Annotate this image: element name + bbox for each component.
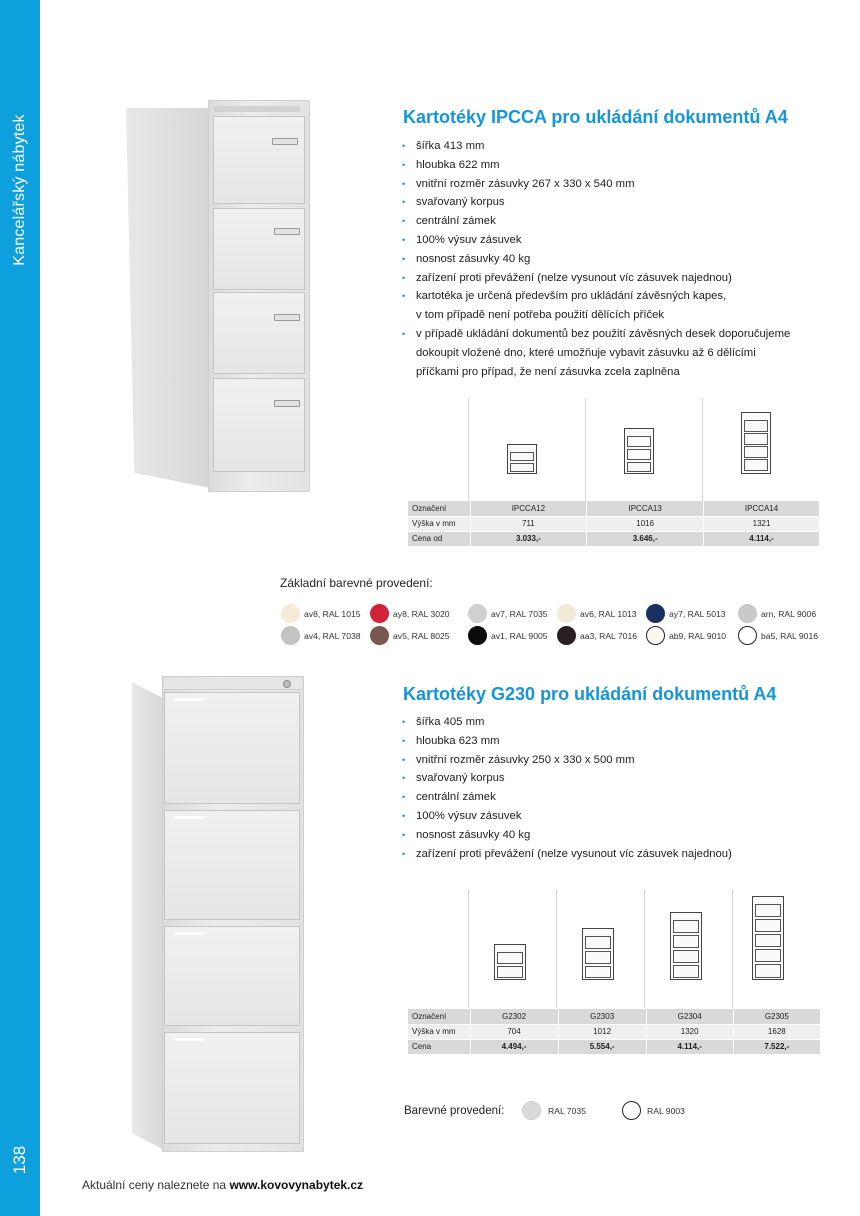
color-label: ay8, RAL 3020 xyxy=(393,609,450,619)
color-label: ab9, RAL 9010 xyxy=(669,631,727,641)
feature-item: • zařízení proti převážení (nelze vysunout víc zásuvek najednou) xyxy=(401,845,841,864)
table-row: Označení G2302 G2303 G2304 G2305 xyxy=(408,1009,820,1024)
colors-title: Základní barevné provedení: xyxy=(280,576,433,590)
color-label: RAL 7035 xyxy=(548,1106,586,1116)
feature-item: • šířka 413 mm xyxy=(401,137,841,156)
color-label: aa3, RAL 7016 xyxy=(580,631,638,641)
color-label: arn, RAL 9006 xyxy=(761,609,817,619)
footer-link[interactable]: www.kovovynabytek.cz xyxy=(229,1178,364,1192)
table-row: Cena 4.494,- 5.554,- 4.114,- 7.522,- xyxy=(408,1039,820,1054)
section1-title: Kartotéky IPCCA pro ukládání dokumentů A4 xyxy=(403,107,788,127)
feature-item: • v případě ukládání dokumentů bez použití závěsných desek doporučujeme xyxy=(401,325,841,344)
color-swatch xyxy=(738,604,757,623)
color-label: av5, RAL 8025 xyxy=(393,631,450,641)
color-label: ba5, RAL 9016 xyxy=(761,631,819,641)
ipcca-spec-table xyxy=(408,501,819,547)
g230-spec-table xyxy=(408,1009,820,1055)
g230-colors-title: Barevné provedení: xyxy=(404,1105,505,1117)
footer-text: Aktuální ceny naleznete na xyxy=(82,1178,230,1192)
feature-item: • hloubka 623 mm xyxy=(401,732,841,751)
feature-item: • 100% výsuv zásuvek xyxy=(401,807,841,826)
feature-item: • šířka 405 mm xyxy=(401,713,841,732)
color-swatch xyxy=(281,604,300,623)
color-label: RAL 9003 xyxy=(647,1106,685,1116)
table-row: Označení IPCCA12 IPCCA13 IPCCA14 xyxy=(408,501,819,516)
section2-features xyxy=(401,713,841,863)
feature-item: • nosnost zásuvky 40 kg xyxy=(401,250,841,269)
footer xyxy=(82,1178,363,1192)
color-swatch xyxy=(468,626,487,645)
feature-item: • zařízení proti převážení (nelze vysunout víc zásuvek najednou) xyxy=(401,269,841,288)
sidebar xyxy=(0,0,40,1216)
color-swatch xyxy=(622,1101,641,1120)
color-label: av8, RAL 1015 xyxy=(304,609,361,619)
table-row: Výška v mm 711 1016 1321 xyxy=(408,516,819,531)
g230-cabinet-photo xyxy=(132,676,308,1156)
color-swatch xyxy=(646,604,665,623)
color-swatch xyxy=(557,626,576,645)
feature-item: • vnitřní rozměr zásuvky 250 x 330 x 500 mm xyxy=(401,751,841,770)
color-swatch xyxy=(370,626,389,645)
color-label: av4, RAL 7038 xyxy=(304,631,361,641)
feature-item: • vnitřní rozměr zásuvky 267 x 330 x 540 mm xyxy=(401,175,841,194)
table-row: Výška v mm 704 1012 1320 1628 xyxy=(408,1024,820,1039)
feature-item: • svařovaný korpus xyxy=(401,193,841,212)
color-label: av1, RAL 9005 xyxy=(491,631,548,641)
feature-item: v tom případě není potřeba použití dělících příček xyxy=(416,309,665,322)
page-number: 138 xyxy=(10,1145,29,1175)
section1-features xyxy=(401,137,841,381)
color-swatch xyxy=(370,604,389,623)
color-swatch xyxy=(646,626,665,645)
feature-item: • centrální zámek xyxy=(401,788,841,807)
color-label: ay7, RAL 5013 xyxy=(669,609,726,619)
feature-item: příčkami pro případ, že není zásuvka zcela zaplněna xyxy=(416,365,680,378)
color-label: av6, RAL 1013 xyxy=(580,609,637,619)
feature-item: • centrální zámek xyxy=(401,212,841,231)
ipcca-cabinet-photo xyxy=(126,100,312,496)
feature-item: • 100% výsuv zásuvek xyxy=(401,231,841,250)
color-swatch xyxy=(557,604,576,623)
feature-item: • hloubka 622 mm xyxy=(401,156,841,175)
feature-item: • nosnost zásuvky 40 kg xyxy=(401,826,841,845)
feature-item: • svařovaný korpus xyxy=(401,769,841,788)
table-row: Cena od 3.033,- 3.646,- 4.114,- xyxy=(408,531,819,546)
feature-item: dokoupit vložené dno, které umožňuje vybavit zásuvku až 6 dělícími xyxy=(416,346,756,359)
sidebar-title: Kancelářský nábytek xyxy=(11,114,28,266)
color-swatch xyxy=(468,604,487,623)
section2-title: Kartotéky G230 pro ukládání dokumentů A4 xyxy=(403,684,777,704)
color-label: av7, RAL 7035 xyxy=(491,609,548,619)
color-swatch xyxy=(738,626,757,645)
color-swatch xyxy=(522,1101,541,1120)
feature-item: • kartotéka je určená především pro ukládání závěsných kapes, xyxy=(401,287,841,306)
color-swatch xyxy=(281,626,300,645)
